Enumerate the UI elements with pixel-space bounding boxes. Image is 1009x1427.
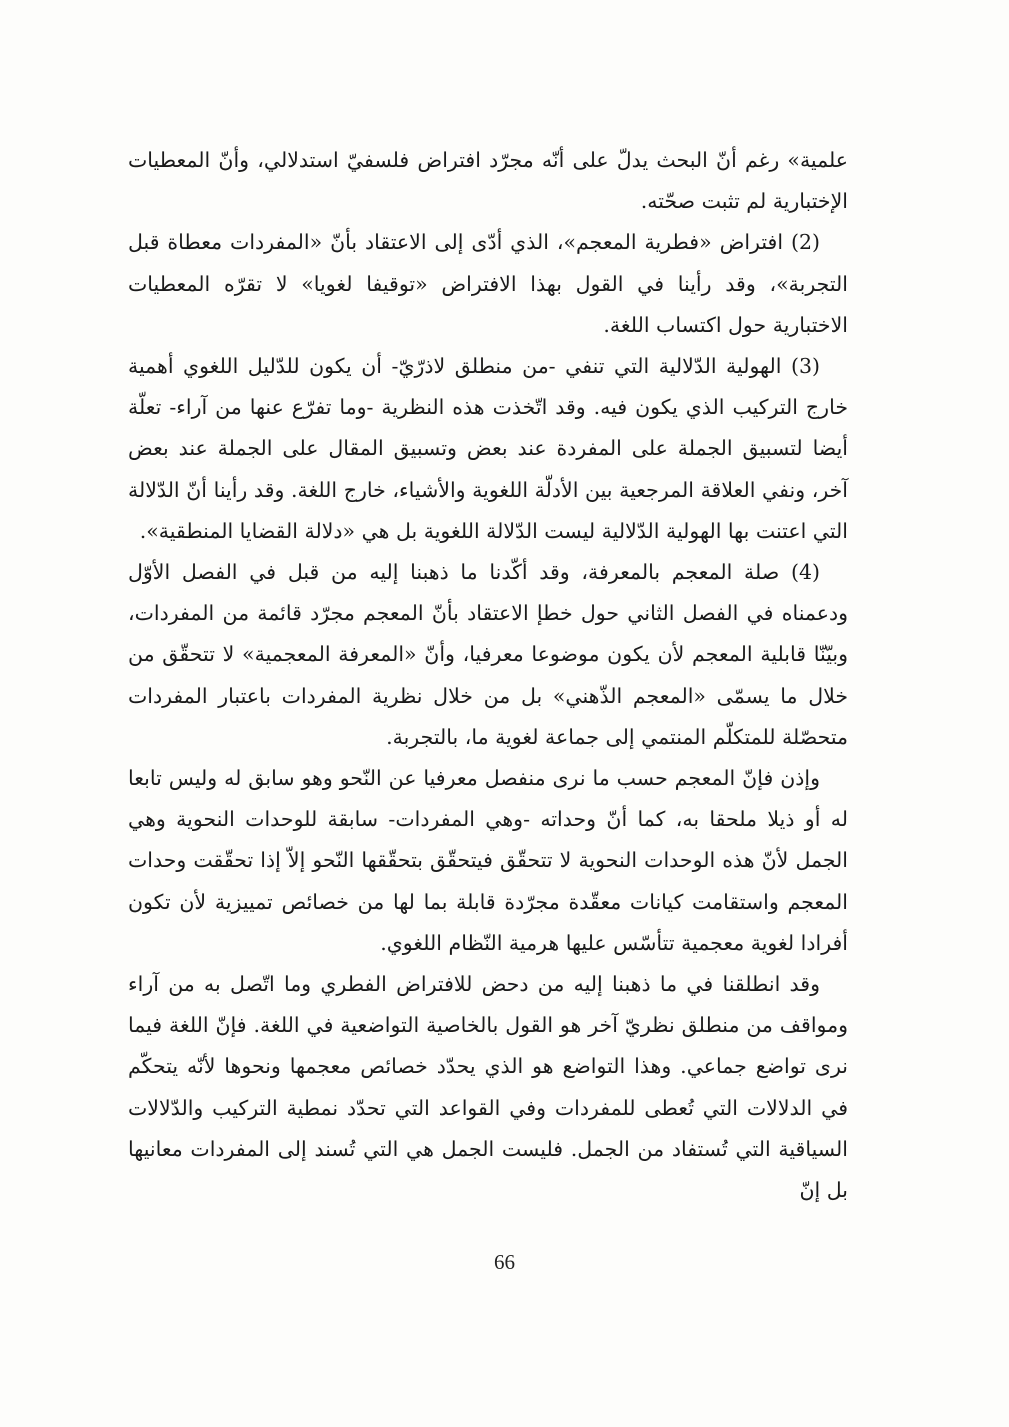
paragraph-item-4: (4) صلة المعجم بالمعرفة، وقد أكّدنا ما ذهبنا إليه من قبل في الفصل الأوّل ودعمناه في الفصل الثاني حول خطإ الاعتقاد بأنّ المعجم مجرّد قائمة من المفردات، وبيّنّا قابلية المعجم لأن يكون موضوعا معرفيا، وأنّ «المعرفة المعجمية» لا تتحقّق من خلال ما يسمّى «المعجم الذّهني» بل من خلال نظرية المفردات باعتبار المفردات متحصّلة للمتكلّم المنتمي إلى جماعة لغوية ما، بالتجربة. bbox=[128, 560, 848, 749]
paragraph-lexicon-conclusion: وإذن فإنّ المعجم حسب ما نرى منفصل معرفيا عن النّحو وهو سابق له وليس تابعا له أو ذيلا ملحقا به، كما أنّ وحداته -وهي المفردات- سابقة للوحدات النحوية وهي الجمل لأنّ هذه الوحدات النحوية لا تتحقّق فيتحقّق بتحقّقها النّحو إلاّ إذا تحقّقت وحدات المعجم واستقامت كيانات معقّدة مجرّدة قابلة بما لها من خصائص تمييزية لأن تكون أفرادا لغوية معجمية تتأسّس عليها هرمية النّظام اللغوي. bbox=[128, 766, 848, 955]
page-number: 66 bbox=[494, 1250, 515, 1274]
paragraph-continuation: علمية» رغم أنّ البحث يدلّ على أنّه مجرّد افتراض فلسفيّ استدلالي، وأنّ المعطيات الإختبارية لم تثبت صحّته. bbox=[128, 148, 848, 214]
paragraph-item-2: (2) افتراض «فطرية المعجم»، الذي أدّى إلى الاعتقاد بأنّ «المفردات معطاة قبل التجربة»، وقد رأينا في القول بهذا الافتراض «توقيفا لغويا» لا تقرّه المعطيات الاختبارية حول اكتساب اللغة. bbox=[128, 230, 848, 337]
paragraph-item-3: (3) الهولية الدّلالية التي تنفي -من منطلق لاذرّيّ- أن يكون للدّليل اللغوي أهمية خارج التركيب الذي يكون فيه. وقد اتّخذت هذه النظرية -وما تفرّع عنها من آراء- تعلّة أيضا لتسبيق الجملة على المفردة عند بعض وتسبيق المقال على الجملة عند بعض آخر، ونفي العلاقة المرجعية بين الأدلّة اللغوية والأشياء، خارج اللغة. وقد رأينا أنّ الدّلالة التي اعتنت بها الهولية الدّلالية ليست الدّلالة اللغوية بل هي «دلالة القضايا المنطقية». bbox=[128, 354, 848, 543]
paragraph-convention-theory: وقد انطلقنا في ما ذهبنا إليه من دحض للافتراض الفطري وما اتّصل به من آراء ومواقف من منطلق نظريّ آخر هو القول بالخاصية التواضعية في اللغة. فإنّ اللغة فيما نرى تواضع جماعي. وهذا التواضع هو الذي يحدّد خصائص معجمها ونحوها لأنّه يتحكّم في الدلالات التي تُعطى للمفردات وفي القواعد التي تحدّد نمطية التركيب والدّلالات السياقية التي تُستفاد من الجمل. فليست الجمل هي التي تُسند إلى المفردات معانيها بل إنّ bbox=[128, 972, 848, 1203]
body-text bbox=[128, 140, 848, 1211]
